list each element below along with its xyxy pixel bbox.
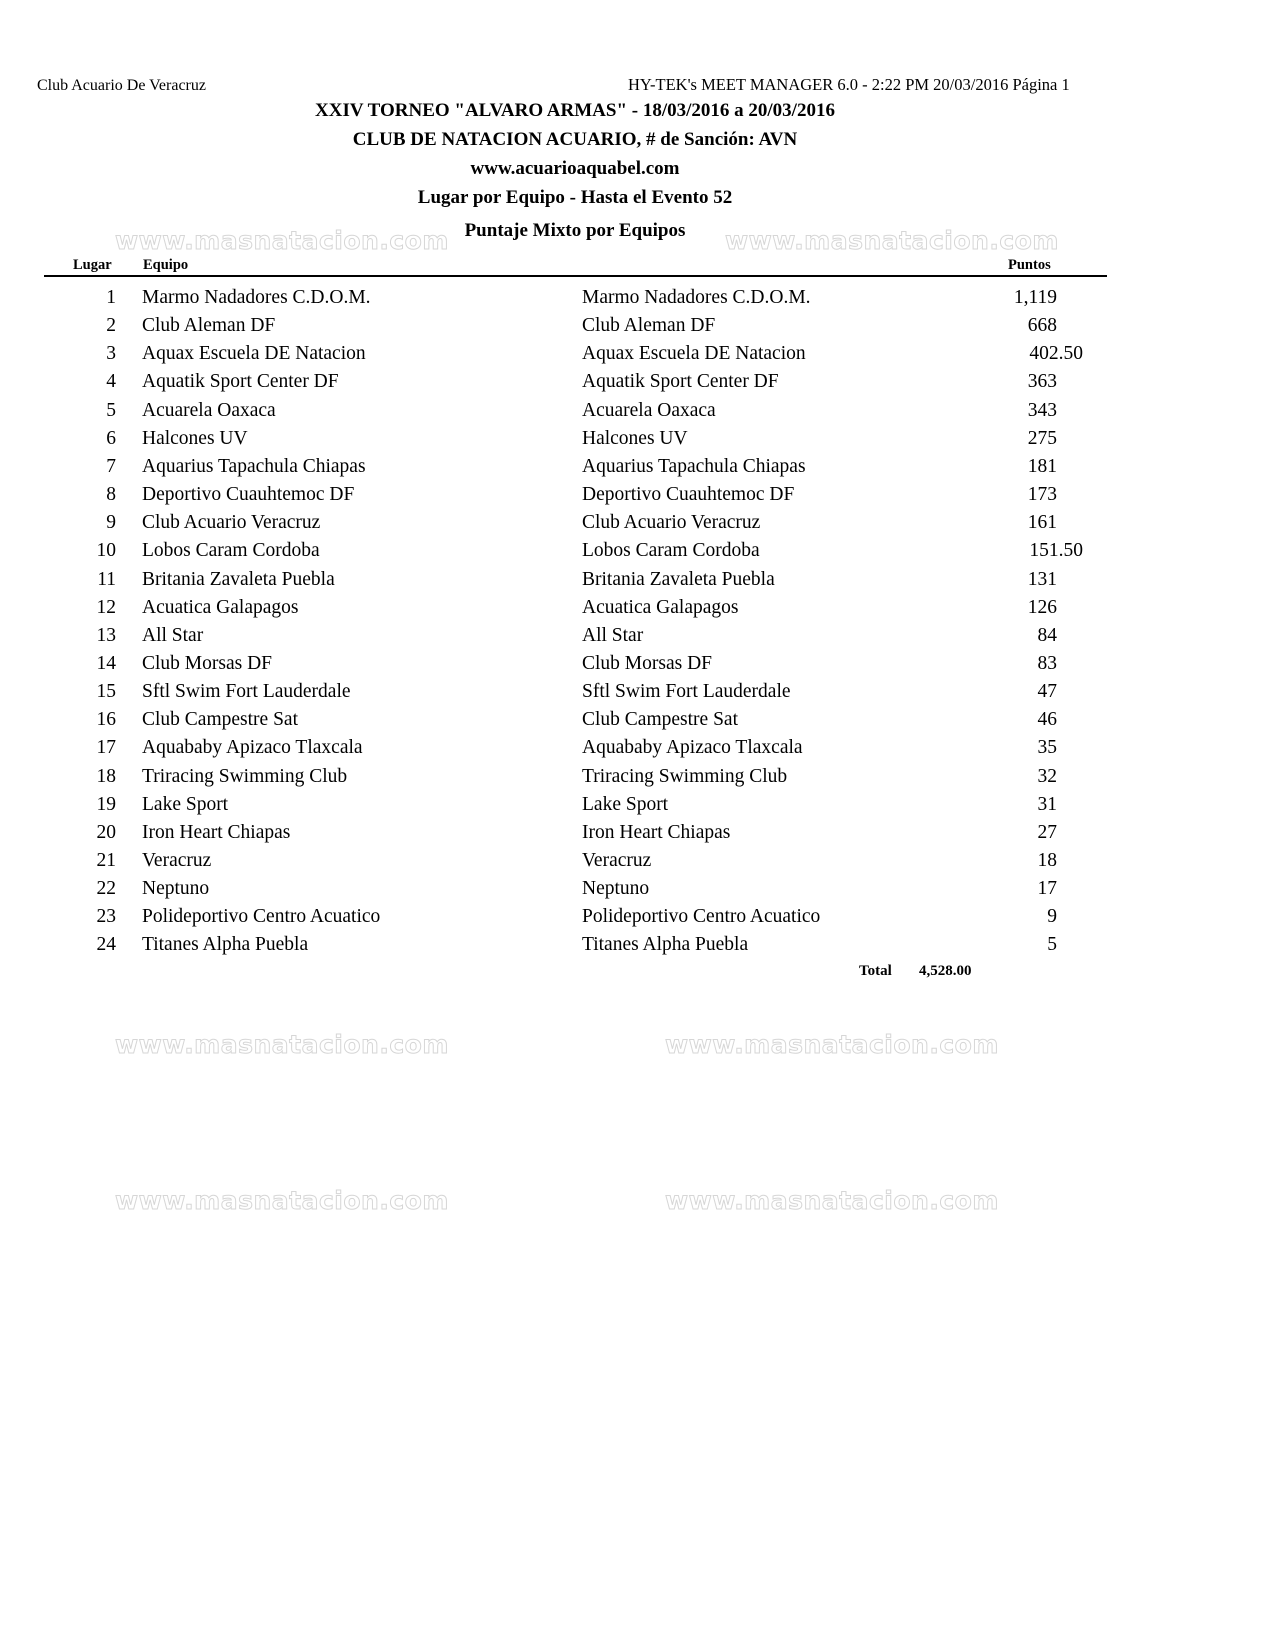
points-cell: 35 bbox=[1037, 737, 1057, 759]
points-cell: 131 bbox=[1027, 568, 1057, 590]
table-row bbox=[0, 428, 1275, 456]
column-header-place: Lugar bbox=[73, 257, 112, 273]
place-cell: 19 bbox=[96, 793, 116, 815]
place-cell: 14 bbox=[96, 652, 116, 674]
points-cell: 151.50 bbox=[1029, 540, 1083, 562]
team-cell-repeat: Marmo Nadadores C.D.O.M. bbox=[582, 287, 811, 308]
team-cell: Aquax Escuela DE Natacion bbox=[142, 343, 366, 365]
points-cell: 84 bbox=[1037, 624, 1057, 646]
points-cell: 5 bbox=[1047, 934, 1057, 956]
place-cell: 13 bbox=[96, 624, 116, 646]
team-cell: Club Morsas DF bbox=[142, 652, 273, 674]
total-label: Total bbox=[859, 963, 892, 979]
club-name: Club Acuario De Veracruz bbox=[37, 77, 206, 94]
team-cell: Polideportivo Centro Acuatico bbox=[142, 906, 381, 928]
points-cell: 363 bbox=[1027, 371, 1057, 393]
table-row bbox=[0, 371, 1275, 399]
column-header-team: Equipo bbox=[143, 257, 189, 273]
team-cell: All Star bbox=[142, 624, 204, 646]
team-cell: Lake Sport bbox=[142, 793, 229, 815]
table-row bbox=[0, 906, 1275, 934]
place-cell: 6 bbox=[106, 427, 116, 449]
place-cell: 22 bbox=[96, 878, 116, 900]
place-cell: 1 bbox=[106, 287, 116, 308]
points-cell: 181 bbox=[1027, 455, 1057, 477]
watermark: www.masnatacion.com bbox=[665, 1186, 999, 1215]
points-cell: 668 bbox=[1027, 315, 1057, 337]
place-cell: 4 bbox=[106, 371, 116, 393]
points-cell: 27 bbox=[1037, 821, 1057, 843]
column-header-points: Puntos bbox=[1008, 257, 1051, 273]
points-cell: 275 bbox=[1027, 427, 1057, 449]
place-cell: 12 bbox=[96, 596, 116, 618]
team-cell-repeat: Halcones UV bbox=[582, 427, 688, 449]
table-row bbox=[0, 794, 1275, 822]
points-cell: 46 bbox=[1037, 709, 1057, 731]
watermark: www.masnatacion.com bbox=[115, 226, 449, 255]
team-cell: Aquarius Tapachula Chiapas bbox=[142, 455, 366, 477]
points-cell: 173 bbox=[1027, 484, 1057, 506]
team-cell-repeat: Deportivo Cuauhtemoc DF bbox=[582, 484, 795, 506]
team-cell: Sftl Swim Fort Lauderdale bbox=[142, 681, 351, 703]
place-cell: 11 bbox=[97, 568, 116, 590]
points-cell: 83 bbox=[1037, 652, 1057, 674]
place-cell: 9 bbox=[106, 512, 116, 534]
team-cell-repeat: Neptuno bbox=[582, 878, 650, 900]
watermark: www.masnatacion.com bbox=[115, 1186, 449, 1215]
team-cell: Marmo Nadadores C.D.O.M. bbox=[142, 287, 371, 308]
place-cell: 15 bbox=[96, 681, 116, 703]
team-cell-repeat: Club Acuario Veracruz bbox=[582, 512, 761, 534]
organizer: CLUB DE NATACION ACUARIO, # de Sanción: AVN bbox=[352, 129, 798, 150]
header-rule bbox=[44, 275, 1107, 277]
team-cell-repeat: Veracruz bbox=[582, 850, 652, 871]
place-cell: 18 bbox=[96, 765, 116, 787]
watermark: www.masnatacion.com bbox=[725, 226, 1059, 255]
team-cell-repeat: Polideportivo Centro Acuatico bbox=[582, 906, 821, 928]
team-cell: Britania Zavaleta Puebla bbox=[142, 568, 335, 590]
place-cell: 21 bbox=[96, 850, 116, 871]
table-row bbox=[0, 709, 1275, 737]
points-cell: 343 bbox=[1027, 399, 1057, 421]
team-cell-repeat: Club Aleman DF bbox=[582, 315, 716, 337]
team-cell: Deportivo Cuauhtemoc DF bbox=[142, 484, 355, 506]
team-cell-repeat: Aquarius Tapachula Chiapas bbox=[582, 455, 806, 477]
place-cell: 2 bbox=[106, 315, 116, 337]
place-cell: 8 bbox=[106, 484, 116, 506]
team-cell: Lobos Caram Cordoba bbox=[142, 540, 320, 562]
watermark: www.masnatacion.com bbox=[665, 1030, 999, 1059]
team-cell: Iron Heart Chiapas bbox=[142, 821, 291, 843]
table-row bbox=[0, 934, 1275, 962]
table-row bbox=[0, 850, 1275, 878]
table-row bbox=[0, 400, 1275, 428]
team-cell-repeat: Club Morsas DF bbox=[582, 652, 713, 674]
table-row bbox=[0, 766, 1275, 794]
points-cell: 32 bbox=[1037, 765, 1057, 787]
place-cell: 16 bbox=[96, 709, 116, 731]
report-subtitle: Puntaje Mixto por Equipos bbox=[464, 220, 686, 241]
table-row bbox=[0, 737, 1275, 765]
table-row bbox=[0, 287, 1275, 315]
place-cell: 23 bbox=[96, 906, 116, 928]
team-cell: Club Campestre Sat bbox=[142, 709, 298, 731]
table-row bbox=[0, 540, 1275, 568]
table-row bbox=[0, 343, 1275, 371]
team-cell: Triracing Swimming Club bbox=[142, 765, 348, 787]
table-row bbox=[0, 597, 1275, 625]
team-cell-repeat: Club Campestre Sat bbox=[582, 709, 738, 731]
team-cell-repeat: Acuarela Oaxaca bbox=[582, 399, 716, 421]
team-cell-repeat: Triracing Swimming Club bbox=[582, 765, 788, 787]
points-cell: 18 bbox=[1037, 850, 1057, 871]
points-cell: 47 bbox=[1037, 681, 1057, 703]
team-cell: Neptuno bbox=[142, 878, 210, 900]
software-info: HY-TEK's MEET MANAGER 6.0 - 2:22 PM 20/03/2016 Página 1 bbox=[628, 75, 1070, 94]
team-cell: Aquababy Apizaco Tlaxcala bbox=[142, 737, 363, 759]
place-cell: 24 bbox=[96, 934, 116, 956]
team-cell-repeat: Aquatik Sport Center DF bbox=[582, 371, 779, 393]
team-cell: Titanes Alpha Puebla bbox=[142, 934, 309, 956]
meet-title: XXIV TORNEO "ALVARO ARMAS" - 18/03/2016 a 20/03/2016 bbox=[315, 100, 835, 121]
points-cell: 9 bbox=[1047, 906, 1057, 928]
points-cell: 161 bbox=[1027, 512, 1057, 534]
team-cell: Halcones UV bbox=[142, 427, 248, 449]
team-cell: Club Aleman DF bbox=[142, 315, 276, 337]
place-cell: 10 bbox=[96, 540, 116, 562]
team-cell: Club Acuario Veracruz bbox=[142, 512, 321, 534]
team-cell-repeat: Britania Zavaleta Puebla bbox=[582, 568, 775, 590]
team-cell-repeat: Sftl Swim Fort Lauderdale bbox=[582, 681, 791, 703]
team-cell-repeat: All Star bbox=[582, 624, 644, 646]
total-value: 4,528.00 bbox=[919, 963, 972, 979]
place-cell: 3 bbox=[106, 343, 116, 365]
team-cell-repeat: Titanes Alpha Puebla bbox=[582, 934, 749, 956]
watermark: www.masnatacion.com bbox=[115, 1030, 449, 1059]
place-cell: 20 bbox=[96, 821, 116, 843]
table-row bbox=[0, 822, 1275, 850]
place-cell: 5 bbox=[106, 399, 116, 421]
points-cell: 31 bbox=[1037, 793, 1057, 815]
team-cell-repeat: Aquababy Apizaco Tlaxcala bbox=[582, 737, 803, 759]
website: www.acuarioaquabel.com bbox=[470, 158, 680, 179]
table-row bbox=[0, 569, 1275, 597]
table-row bbox=[0, 878, 1275, 906]
table-row bbox=[0, 625, 1275, 653]
table-row bbox=[0, 315, 1275, 343]
team-cell: Acuarela Oaxaca bbox=[142, 399, 276, 421]
points-cell: 17 bbox=[1037, 878, 1057, 900]
team-cell: Acuatica Galapagos bbox=[142, 596, 299, 618]
place-cell: 17 bbox=[96, 737, 116, 759]
team-cell-repeat: Iron Heart Chiapas bbox=[582, 821, 731, 843]
table-row bbox=[0, 653, 1275, 681]
table-row bbox=[0, 512, 1275, 540]
points-cell: 1,119 bbox=[1013, 287, 1057, 308]
table-row bbox=[0, 456, 1275, 484]
team-cell-repeat: Lake Sport bbox=[582, 793, 669, 815]
table-row bbox=[0, 681, 1275, 709]
place-cell: 7 bbox=[106, 455, 116, 477]
team-cell: Veracruz bbox=[142, 850, 212, 871]
team-cell-repeat: Aquax Escuela DE Natacion bbox=[582, 343, 806, 365]
points-cell: 126 bbox=[1027, 596, 1057, 618]
team-cell: Aquatik Sport Center DF bbox=[142, 371, 339, 393]
points-cell: 402.50 bbox=[1029, 343, 1083, 365]
report-title: Lugar por Equipo - Hasta el Evento 52 bbox=[417, 187, 733, 208]
team-cell-repeat: Lobos Caram Cordoba bbox=[582, 540, 760, 562]
team-cell-repeat: Acuatica Galapagos bbox=[582, 596, 739, 618]
table-row bbox=[0, 484, 1275, 512]
